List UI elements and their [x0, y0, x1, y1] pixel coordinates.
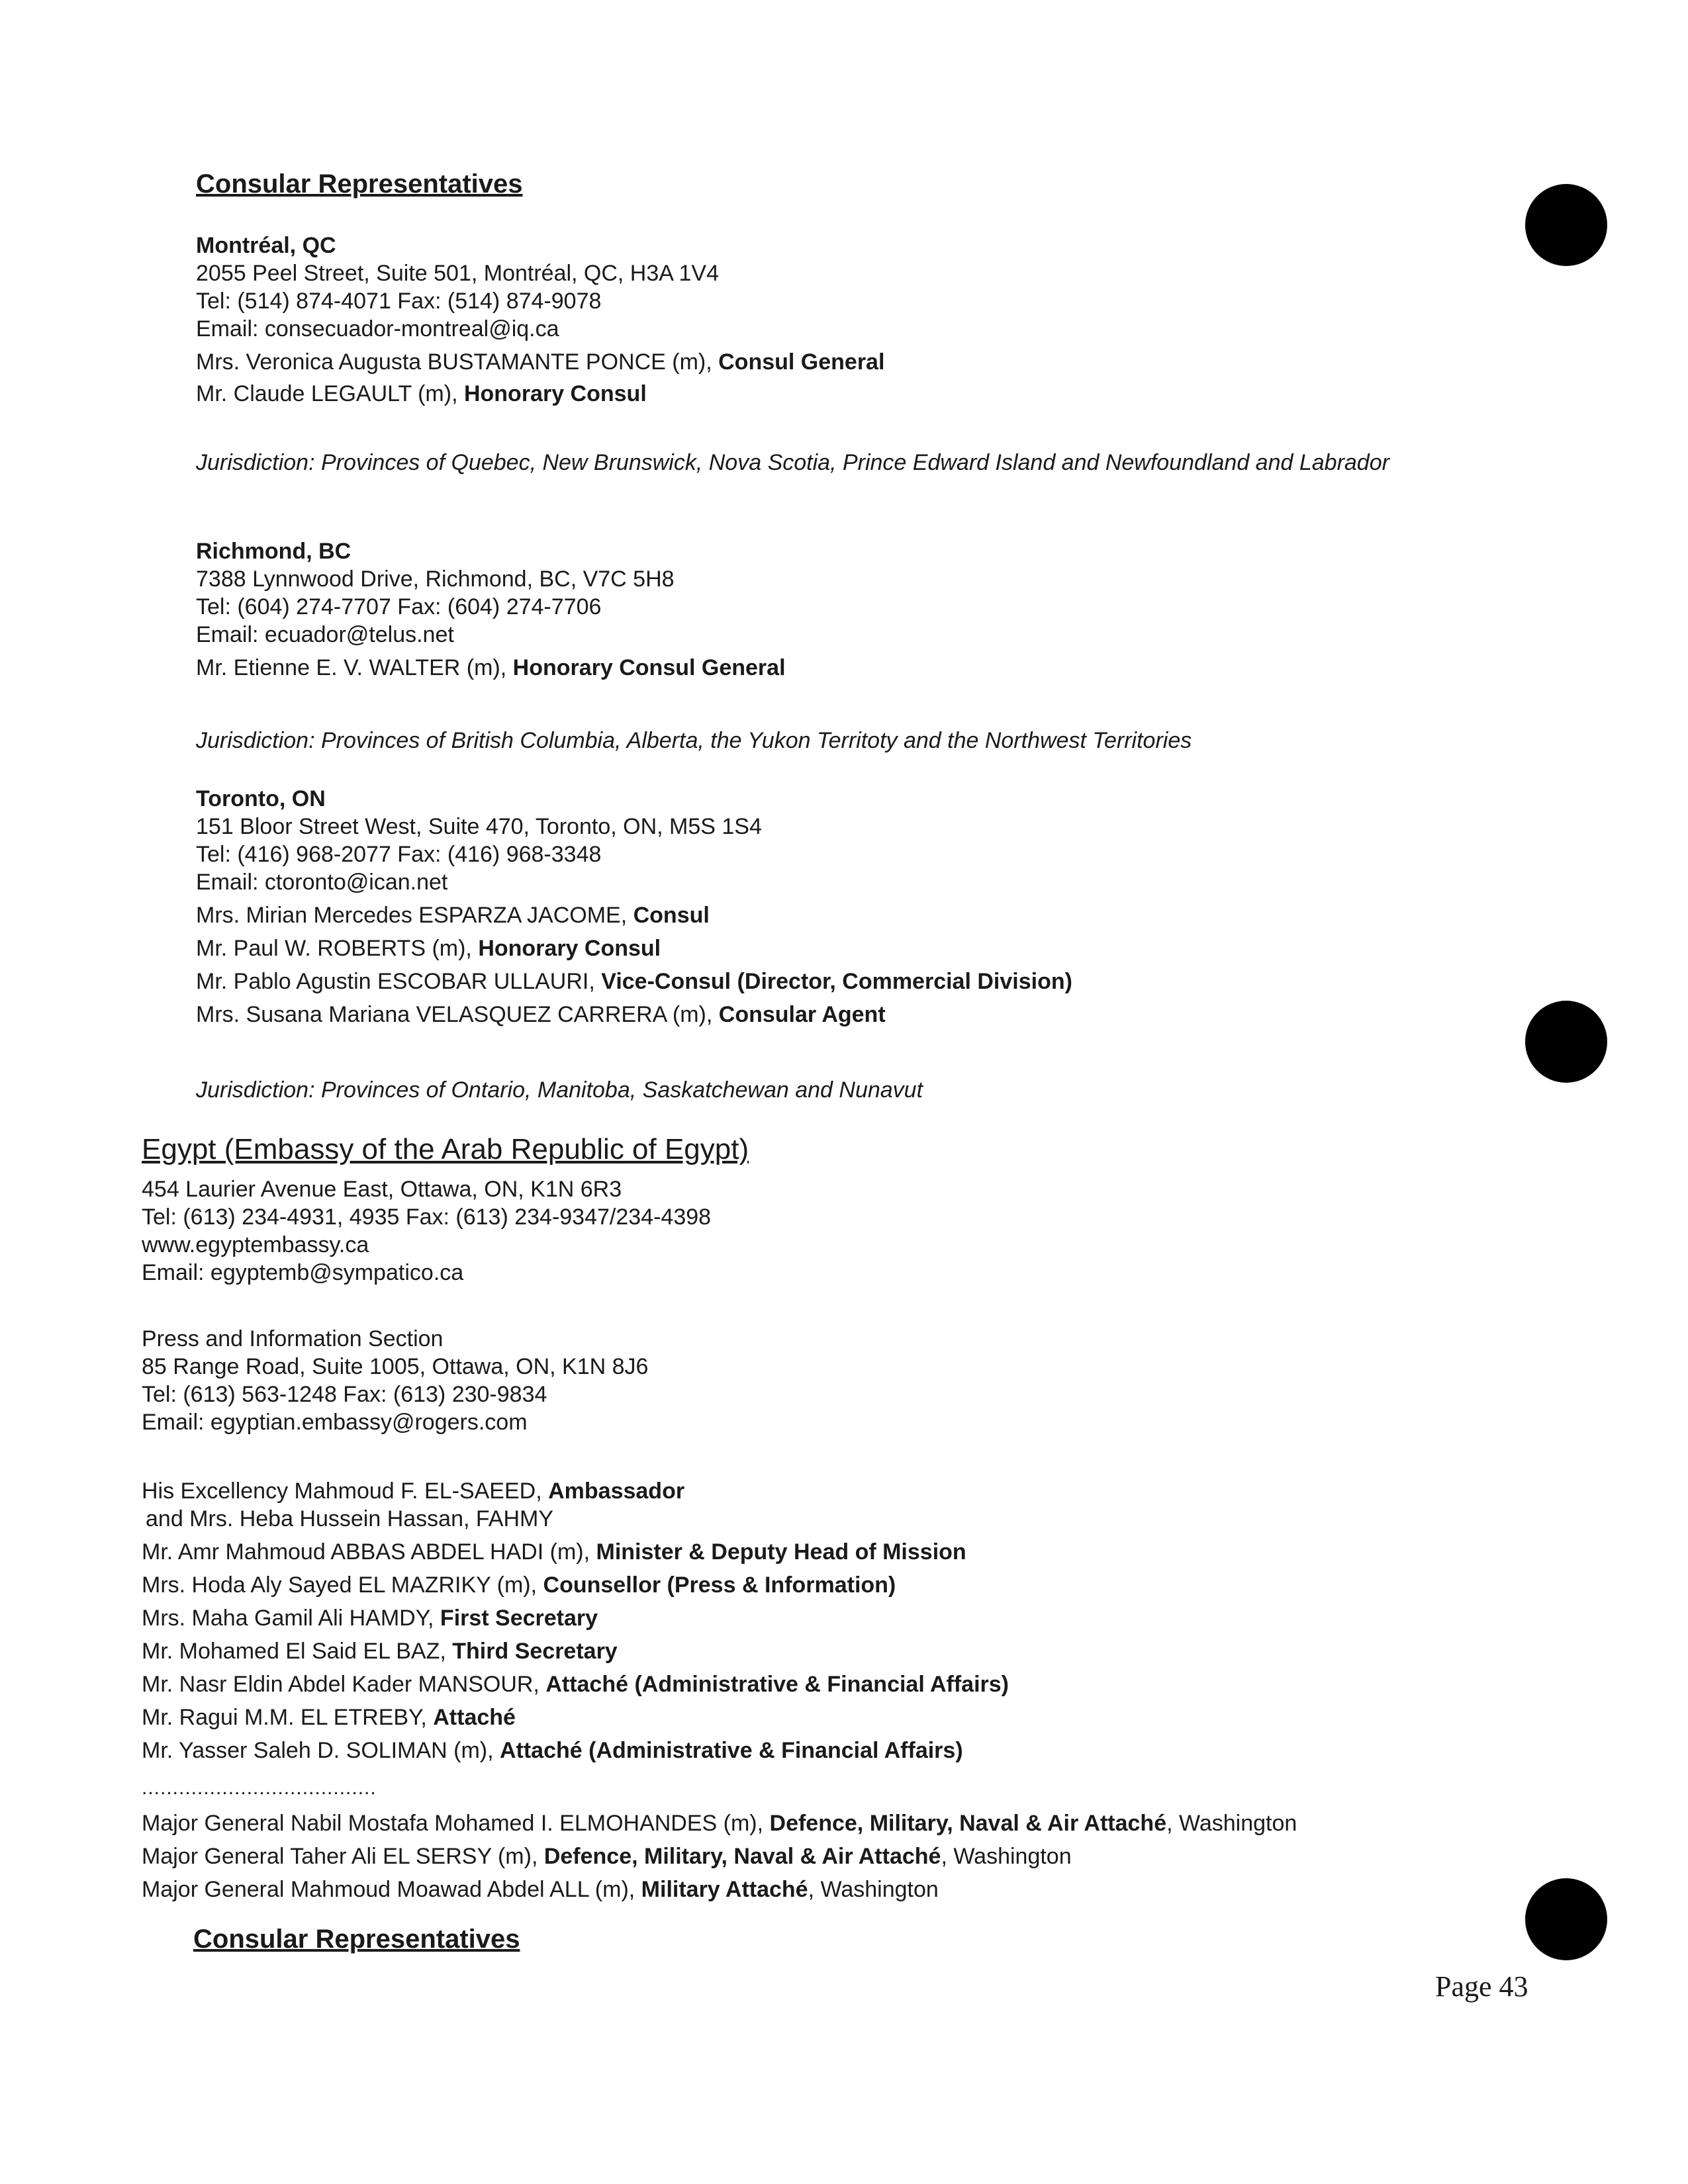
military-attache: [142, 1843, 1297, 1870]
person-name: Mr. Ragui M.M. EL ETREBY,: [142, 1705, 434, 1730]
staff-member: [142, 1571, 1009, 1599]
person-title: Counsellor (Press & Information): [543, 1572, 896, 1598]
toronto-person: [196, 1001, 1072, 1028]
military-attache: [142, 1809, 1297, 1837]
toronto-person: [196, 968, 1072, 995]
person-title: Honorary Consul General: [512, 655, 786, 680]
egypt-email: Email: egyptemb@sympatico.ca: [142, 1260, 464, 1285]
toronto-person: [196, 901, 1072, 929]
richmond-address: 7388 Lynnwood Drive, Richmond, BC, V7C 5H8: [196, 567, 675, 592]
person-name: Mr. Amr Mahmoud ABBAS ABDEL HADI (m),: [142, 1539, 596, 1565]
press-title: Press and Information Section: [142, 1326, 444, 1351]
montreal-person: [196, 380, 884, 408]
person-location: , Washington: [1166, 1811, 1297, 1836]
person-title: Consul: [633, 903, 710, 928]
toronto-address: 151 Bloor Street West, Suite 470, Toronto, ON, M5S 1S4: [196, 814, 762, 839]
person-name: Mr. Nasr Eldin Abdel Kader MANSOUR,: [142, 1672, 546, 1697]
staff-member: [142, 1737, 1009, 1764]
montreal-address: 2055 Peel Street, Suite 501, Montréal, QC, H3A 1V4: [196, 261, 720, 286]
staff-member: [142, 1637, 1009, 1665]
toronto-phone: Tel: (416) 968-2077 Fax: (416) 968-3348: [196, 842, 602, 867]
person-title: Military Attaché: [641, 1877, 808, 1902]
egypt-website-link[interactable]: www.egyptembassy.ca: [142, 1232, 369, 1257]
person-name: His Excellency Mahmoud F. EL-SAEED,: [142, 1479, 549, 1504]
person-title: Ambassador: [548, 1479, 685, 1504]
person-name: Mr. Mohamed El Said EL BAZ,: [142, 1639, 453, 1664]
montreal-section: [196, 232, 884, 408]
richmond-section: [196, 537, 786, 682]
person-name: Mr. Pablo Agustin ESCOBAR ULLAURI,: [196, 969, 602, 994]
egypt-press-section: [142, 1325, 648, 1436]
montreal-city: Montréal, QC: [196, 233, 336, 258]
person-title: Consular Agent: [718, 1002, 886, 1027]
person-name: Major General Taher Ali EL SERSY (m),: [142, 1844, 544, 1869]
person-name: Mrs. Veronica Augusta BUSTAMANTE PONCE (m),: [196, 349, 719, 375]
press-email: Email: egyptian.embassy@rogers.com: [142, 1410, 528, 1435]
staff-member: [142, 1538, 1009, 1566]
person-title: Vice-Consul (Director, Commercial Division): [601, 969, 1072, 994]
person-title: Honorary Consul: [463, 381, 647, 406]
montreal-jurisdiction: Jurisdiction: Provinces of Quebec, New Brunswick, Nova Scotia, Prince Edward Island and Newfoundland and Labrador: [196, 450, 1389, 475]
person-title: Third Secretary: [452, 1639, 618, 1664]
separator-dots: ......................................: [142, 1777, 377, 1799]
person-name: Mrs. Susana Mariana VELASQUEZ CARRERA (m),: [196, 1002, 719, 1027]
page-number: Page 43: [1435, 1970, 1528, 2003]
punch-hole-middle: [1525, 1001, 1607, 1083]
staff-member: [142, 1670, 1009, 1698]
ambassador: [142, 1477, 1009, 1505]
person-title: Minister & Deputy Head of Mission: [596, 1539, 966, 1565]
person-title: Defence, Military, Naval & Air Attaché: [543, 1844, 941, 1869]
person-location: , Washington: [808, 1877, 939, 1902]
egypt-staff-list: [142, 1477, 1009, 1764]
egypt-military-list: [142, 1809, 1297, 1903]
staff-member: [142, 1704, 1009, 1731]
toronto-city: Toronto, ON: [196, 786, 326, 811]
person-name: Mrs. Mirian Mercedes ESPARZA JACOME,: [196, 903, 633, 928]
egypt-address: 454 Laurier Avenue East, Ottawa, ON, K1N 6R3: [142, 1177, 622, 1202]
toronto-email: Email: ctoronto@ican.net: [196, 870, 448, 895]
egypt-heading: Egypt (Embassy of the Arab Republic of Egypt): [142, 1133, 749, 1165]
person-title: Defence, Military, Naval & Air Attaché: [769, 1811, 1167, 1836]
person-title: Attaché: [433, 1705, 516, 1730]
person-name: Major General Mahmoud Moawad Abdel ALL (m),: [142, 1877, 641, 1902]
punch-hole-top: [1525, 184, 1607, 266]
richmond-jurisdiction: Jurisdiction: Provinces of British Columbia, Alberta, the Yukon Territoty and the Northwest Territories: [196, 728, 1192, 753]
person-title: Consul General: [718, 349, 885, 375]
montreal-email: Email: consecuador-montreal@iq.ca: [196, 316, 559, 341]
person-name: Mrs. Hoda Aly Sayed EL MAZRIKY (m),: [142, 1572, 543, 1598]
richmond-person: [196, 654, 786, 682]
person-name: Mrs. Maha Gamil Ali HAMDY,: [142, 1606, 440, 1631]
person-location: , Washington: [941, 1844, 1072, 1869]
person-title: Attaché (Administrative & Financial Affairs): [499, 1738, 963, 1763]
consular-heading-top: Consular Representatives: [196, 169, 523, 199]
press-address: 85 Range Road, Suite 1005, Ottawa, ON, K1N 8J6: [142, 1354, 649, 1379]
military-attache: [142, 1876, 1297, 1903]
montreal-person: [196, 348, 884, 376]
richmond-email: Email: ecuador@telus.net: [196, 622, 454, 647]
person-title: Honorary Consul: [478, 936, 661, 961]
press-phone: Tel: (613) 563-1248 Fax: (613) 230-9834: [142, 1382, 547, 1407]
egypt-embassy-contact: [142, 1175, 711, 1287]
person-name: Mr. Yasser Saleh D. SOLIMAN (m),: [142, 1738, 500, 1763]
staff-member: [142, 1604, 1009, 1632]
consular-heading-bottom: Consular Representatives: [193, 1925, 520, 1954]
person-title: Attaché (Administrative & Financial Affairs): [545, 1672, 1009, 1697]
person-name: Major General Nabil Mostafa Mohamed I. ELMOHANDES (m),: [142, 1811, 770, 1836]
richmond-city: Richmond, BC: [196, 539, 352, 564]
person-name: Mr. Etienne E. V. WALTER (m),: [196, 655, 513, 680]
toronto-jurisdiction: Jurisdiction: Provinces of Ontario, Manitoba, Saskatchewan and Nunavut: [196, 1077, 923, 1103]
montreal-phone: Tel: (514) 874-4071 Fax: (514) 874-9078: [196, 289, 602, 314]
toronto-person: [196, 934, 1072, 962]
person-name: Mr. Paul W. ROBERTS (m),: [196, 936, 479, 961]
person-title: First Secretary: [440, 1606, 598, 1631]
person-name: Mr. Claude LEGAULT (m),: [196, 381, 464, 406]
egypt-phone: Tel: (613) 234-4931, 4935 Fax: (613) 234-9347/234-4398: [142, 1205, 712, 1230]
ambassador-spouse: and Mrs. Heba Hussein Hassan, FAHMY: [146, 1506, 554, 1531]
richmond-phone: Tel: (604) 274-7707 Fax: (604) 274-7706: [196, 594, 602, 619]
toronto-section: [196, 785, 1072, 1028]
punch-hole-bottom: [1525, 1878, 1607, 1960]
